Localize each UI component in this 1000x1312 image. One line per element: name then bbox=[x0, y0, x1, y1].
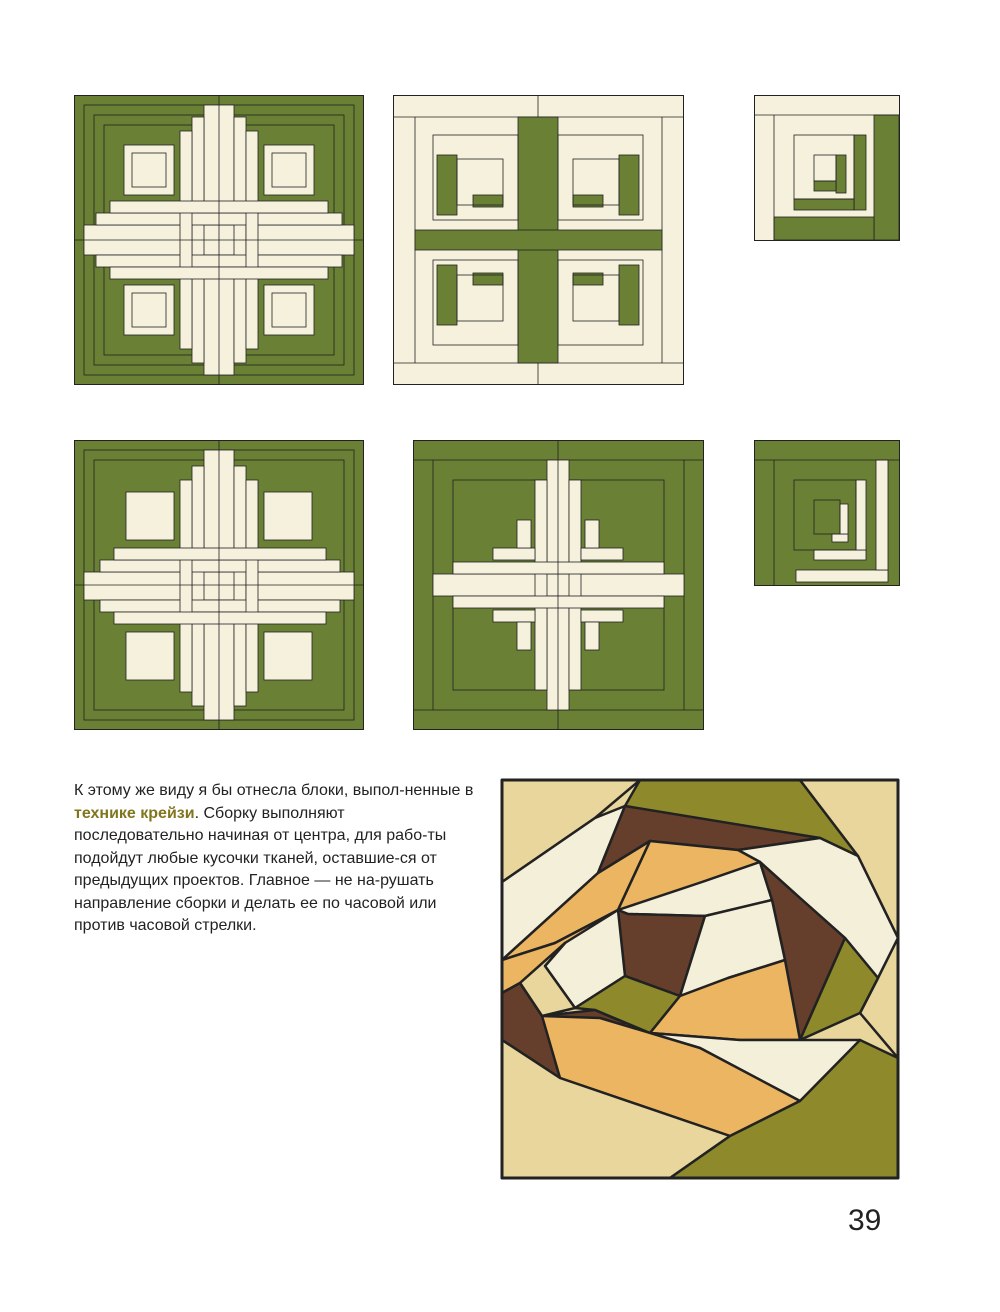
crazy-technique-highlight: технике крейзи bbox=[74, 804, 195, 822]
log-cabin-block-single-cream bbox=[754, 95, 900, 241]
log-cabin-block-green-cream-cross-2 bbox=[74, 440, 364, 730]
paragraph-text-before: К этому же виду я бы отнесла блоки, выпол-ненные в bbox=[74, 782, 474, 799]
description-paragraph bbox=[74, 780, 474, 938]
page-number: 39 bbox=[848, 1204, 882, 1237]
log-cabin-block-single-green bbox=[754, 440, 900, 586]
crazy-quilt-block bbox=[500, 778, 900, 1180]
log-cabin-block-green-cream-cross bbox=[74, 95, 364, 385]
log-cabin-block-green-frame bbox=[413, 440, 704, 730]
paragraph-text-after: . Сборку выполняют последовательно начиная от центра, для рабо-ты подойдут любые кусочки тканей, оставшие-ся от предыдущих проектов. Главное — не на-рушать направление сборки и делать ее по часовой или против часовой стрелки. bbox=[74, 804, 447, 934]
log-cabin-block-cream-green-cross bbox=[393, 95, 684, 385]
